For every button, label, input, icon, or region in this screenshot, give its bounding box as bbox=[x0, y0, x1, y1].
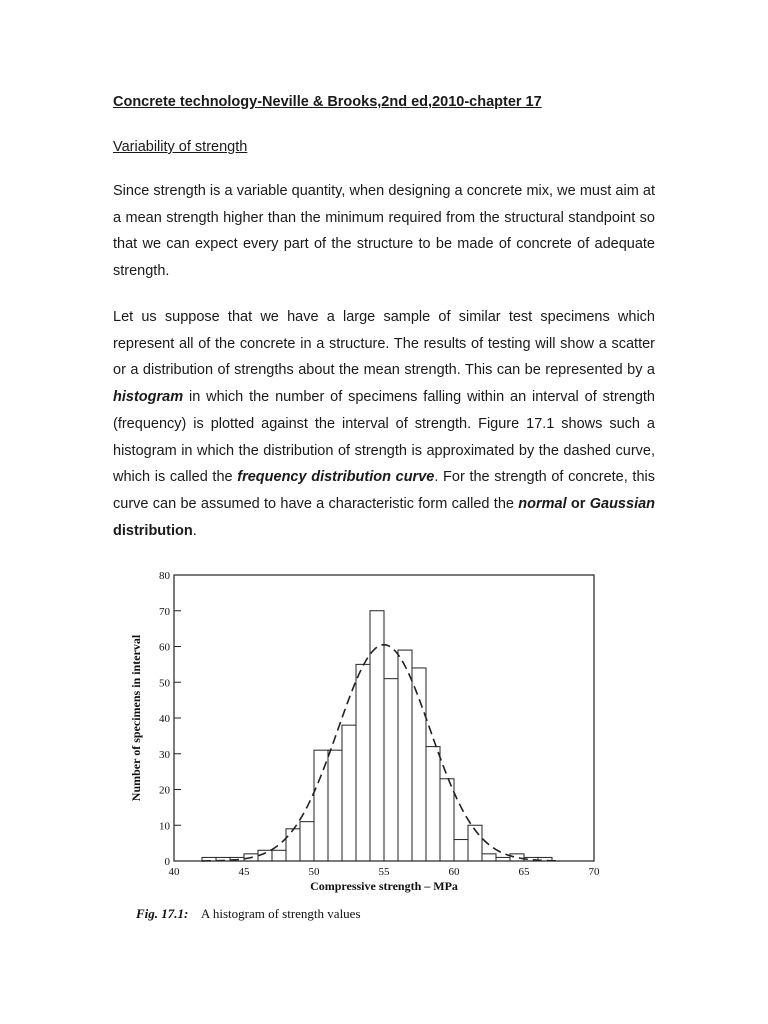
figure-caption-label: Fig. 17.1: bbox=[136, 906, 189, 921]
paragraph-2 bbox=[113, 304, 655, 544]
histogram-bar bbox=[272, 850, 286, 861]
y-tick-label: 80 bbox=[159, 570, 170, 582]
histogram-bar bbox=[454, 840, 468, 861]
term-histogram: histogram bbox=[113, 389, 184, 406]
y-tick-label: 50 bbox=[159, 677, 170, 690]
histogram-bar bbox=[286, 829, 300, 861]
histogram-bar bbox=[482, 854, 496, 861]
histogram-bar bbox=[510, 854, 524, 861]
x-tick-label: 65 bbox=[518, 866, 530, 878]
histogram-bar bbox=[398, 650, 412, 861]
histogram-bar bbox=[384, 679, 398, 861]
x-tick-label: 70 bbox=[588, 866, 600, 878]
x-axis-label: Compressive strength – MPa bbox=[310, 879, 458, 893]
histogram-bar bbox=[342, 725, 356, 861]
y-tick-label: 70 bbox=[159, 605, 170, 618]
histogram-bar bbox=[440, 779, 454, 861]
term-frequency-curve: frequency distribution curve bbox=[237, 469, 435, 486]
x-tick-label: 40 bbox=[168, 866, 180, 878]
figure-caption-text: A histogram of strength values bbox=[200, 906, 361, 921]
y-axis-label: Number of specimens in interval bbox=[129, 634, 143, 802]
x-tick-label: 50 bbox=[308, 866, 320, 878]
y-tick-label: 30 bbox=[159, 748, 170, 761]
x-tick-label: 45 bbox=[238, 866, 250, 878]
term-normal: normal bbox=[518, 495, 567, 512]
histogram-bar bbox=[328, 750, 342, 861]
y-tick-label: 10 bbox=[159, 820, 170, 833]
histogram-figure bbox=[126, 563, 610, 928]
y-tick-label: 20 bbox=[159, 784, 170, 797]
paragraph-2-part2: in which the number of specimens falling within an interval of strength (frequency) is plotted against the interval of strength. Figure 17.1 shows such a histogram in which the distribution of strength is approximated by the dashed curve, which is called the bbox=[113, 389, 655, 486]
histogram-bar bbox=[300, 822, 314, 861]
word-distribution: distribution bbox=[113, 522, 193, 539]
y-axis-ticks bbox=[159, 570, 181, 868]
document-title: Concrete technology-Neville & Brooks,2nd ed,2010-chapter 17 bbox=[113, 94, 542, 110]
histogram-bar bbox=[314, 750, 328, 861]
y-tick-label: 60 bbox=[159, 641, 170, 654]
paragraph-2-part3: . For the strength of concrete, this curve can be assumed to have a characteristic form called the bbox=[113, 469, 655, 512]
histogram-chart bbox=[126, 563, 610, 928]
section-heading: Variability of strength bbox=[113, 139, 248, 155]
x-tick-label: 55 bbox=[378, 866, 390, 878]
figure-caption bbox=[135, 906, 361, 921]
y-tick-label: 0 bbox=[164, 856, 170, 868]
paragraph-2-end: . bbox=[192, 522, 197, 539]
histogram-bar bbox=[426, 747, 440, 861]
word-or: or bbox=[566, 495, 590, 512]
histogram-bars bbox=[202, 611, 552, 861]
histogram-bar bbox=[356, 664, 370, 861]
paragraph-2-part1: Let us suppose that we have a large sample of similar test specimens which represent all of the concrete in a structure. The results of testing will show a scatter or a distribution of strengths about the mean strength. This can be represented by a bbox=[113, 309, 655, 379]
histogram-bar bbox=[412, 668, 426, 861]
y-tick-label: 40 bbox=[159, 713, 170, 725]
paragraph-1: Since strength is a variable quantity, when designing a concrete mix, we must aim at a mean strength higher than the minimum required from the structural standpoint so that we can expect every part of the structure to be made of concrete of adequate strength. bbox=[113, 183, 655, 280]
x-tick-label: 60 bbox=[448, 866, 460, 878]
histogram-bar bbox=[370, 611, 384, 861]
term-gaussian: Gaussian bbox=[589, 495, 656, 512]
